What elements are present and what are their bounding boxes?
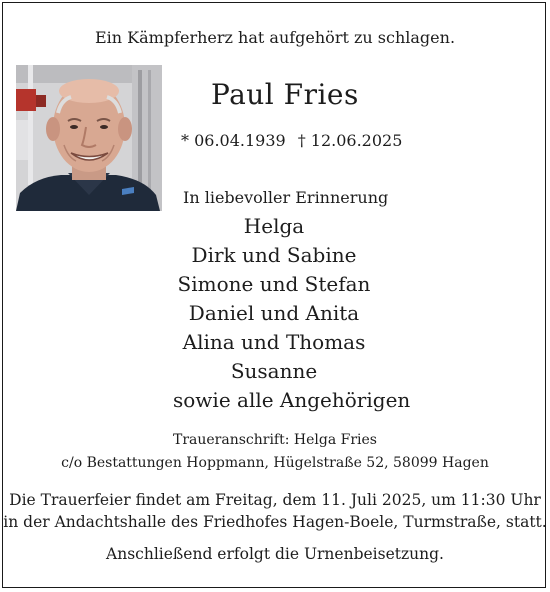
death-date: † 12.06.2025 [297,131,403,150]
mourning-address-line: Traueranschrift: Helga Fries [172,432,377,448]
urn-burial-line: Anschließend erfolgt die Urnenbeisetzung. [106,545,444,563]
intro-line: Ein Kämpferherz hat aufgehört zu schlagen. [94,28,456,47]
mourner-item: Helga [243,214,305,238]
funeral-location-line: in der Andachtshalle des Friedhofes Hagen-Boele, Turmstraße, statt. [3,513,547,531]
mourner-item: Susanne [230,359,318,383]
memory-line: In liebevoller Erinnerung [183,188,389,207]
funeral-info-line: Die Trauerfeier findet am Freitag, dem 11. Juli 2025, um 11:30 Uhr [9,491,541,509]
mourner-item: sowie alle Angehörigen [173,388,411,412]
funeral-home-address-line: c/o Bestattungen Hoppmann, Hügelstraße 52, 58099 Hagen [61,455,489,471]
birth-date: * 06.04.1939 [181,131,286,150]
mourner-item: Dirk und Sabine [191,243,357,267]
mourner-item: Alina und Thomas [182,330,366,354]
mourner-item: Simone und Stefan [177,272,371,296]
portrait-photo [16,65,162,211]
life-dates [181,131,402,150]
deceased-name: Paul Fries [211,78,359,111]
mourner-list [173,212,411,415]
mourner-item: Daniel und Anita [188,301,360,325]
